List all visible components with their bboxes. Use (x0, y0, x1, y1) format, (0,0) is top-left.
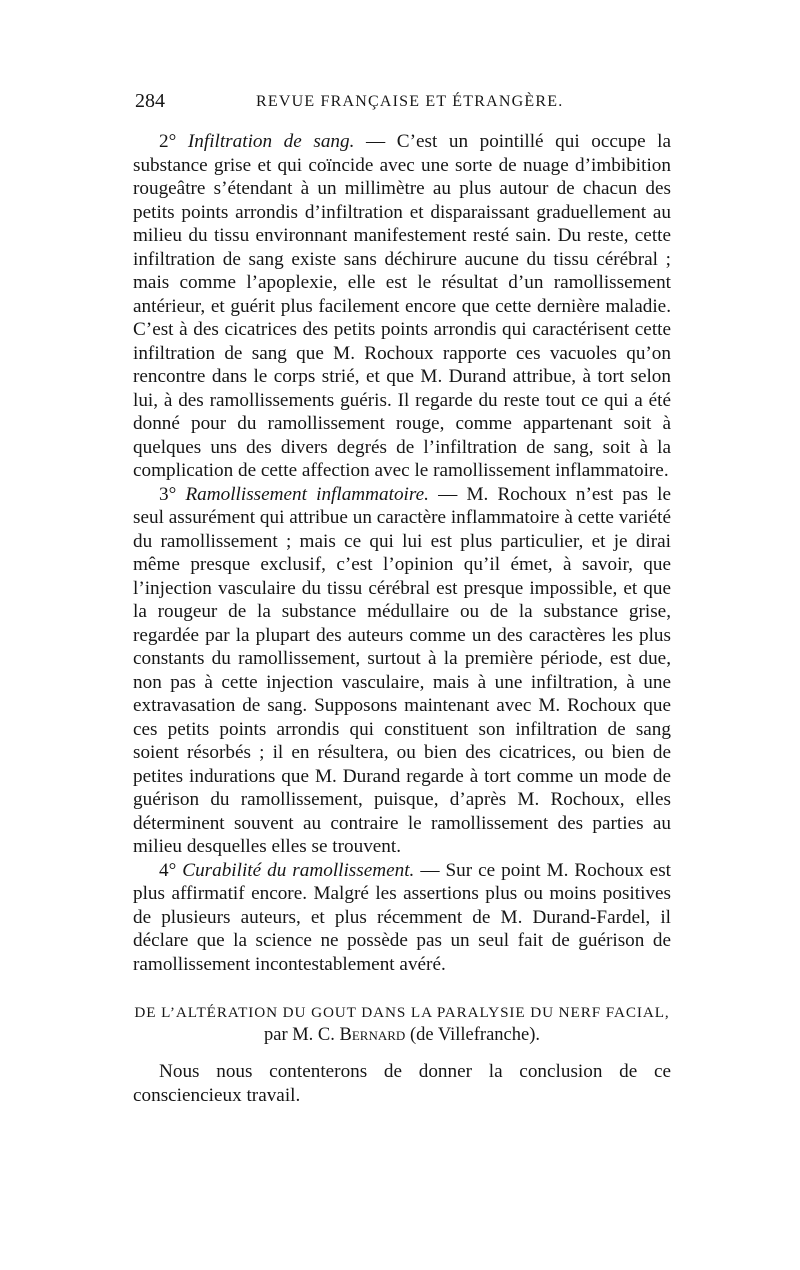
paragraph-number: 2° (159, 131, 177, 152)
paragraph-text: — C’est un pointillé qui occupe la substance grise et qui coïncide avec une sorte de nuage d’imbibition rougeâtre s’étendant à un millimètre au plus autour de chacun des petits points arrondis d’infiltration et disparaissant graduellement au milieu du tissu environnant manifestement resté sain. Du reste, cette infiltration de sang existe sans déchirure aucune du tissu cérébral ; mais comme l’apoplexie, elle est le résultat d’un ramollissement antérieur, et guérit plus facilement encore que cette dernière maladie. C’est à des cicatrices des petits points arrondis qui caractérisent cette infiltration de sang que M. Rochoux rapporte ces vacuoles qu’on rencontre dans le corps strié, et que M. Durand attribue, à tort selon lui, à des ramollissements guéris. Il regarde du reste tout ce qui a été donné pour du ramollissement rouge, comme appartenant soit à quelques uns des divers degrés de l’infiltration de sang, soit à la complication de cette affection avec le ramollissement inflammatoire. (133, 131, 672, 481)
running-title: REVUE FRANÇAISE ET ÉTRANGÈRE. (256, 93, 564, 110)
paragraph-text: — Sur ce point M. Rochoux est plus affirmatif encore. Malgré les assertions plus ou moins positives de plusieurs auteurs, et plus récemment de M. Durand-Fardel, il déclare que la science ne possède pas un seul fait de guérison de ramollissement incontestablement avéré. (133, 859, 672, 975)
paragraph-title: Infiltration de sang. (187, 131, 355, 152)
author-name: Bernard (339, 1025, 406, 1045)
running-header (133, 88, 671, 114)
paragraph-title: Ramollissement inflammatoire. (185, 483, 429, 505)
main-text (133, 130, 671, 1107)
paragraph-text: — M. Rochoux n’est pas le seul assurément qui attribue un caractère inflammatoire à cette variété du ramollissement ; mais ce qui lui est plus particulier, et je dirai même presque exclusif, c’est l’opinion qu’il émet, à savoir, que l’injection vasculaire du tissu cérébral est presque impossible, et que la rougeur de la substance médullaire ou de la substance grise, regardée par la plupart des auteurs comme un des caractères les plus constants du ramollissement, surtout à la première période, est due, non pas à cette injection vasculaire, mais à une infiltration, à une extravasation de sang. Supposons maintenant avec M. Rochoux que ces petits points arrondis qui constituent son infiltration de sang soient résorbés ; il en résultera, ou bien des cicatrices, ou bien de petites indurations que M. Durand regarde à tort comme un mode de guérison du ramollissement, puisque, d’après M. Rochoux, elles déterminent souvent au contraire le ramollissement des parties au milieu desquelles elles se trouvent. (133, 483, 671, 857)
paragraph-title: Curabilité du ramollissement. (182, 859, 415, 881)
paragraph-number: 4° (159, 859, 177, 881)
paragraph-infiltration (133, 130, 671, 483)
paragraph-inflammatory (133, 483, 671, 859)
article-intro: Nous nous contenterons de donner la conclusion de ce consciencieux travail. (133, 1061, 671, 1106)
paragraph-number: 3° (159, 483, 177, 505)
author-prefix: par M. C. (263, 1025, 340, 1045)
page-number: 284 (135, 90, 165, 112)
book-page (133, 88, 671, 1107)
author-suffix: (de Villefranche). (405, 1025, 540, 1045)
article-heading: DE L’ALTÉRATION DU GOUT DANS LA PARALYSIE DU NERF FACIAL, (134, 1004, 670, 1021)
paragraph-curability (133, 859, 671, 977)
article-author (133, 1024, 671, 1047)
